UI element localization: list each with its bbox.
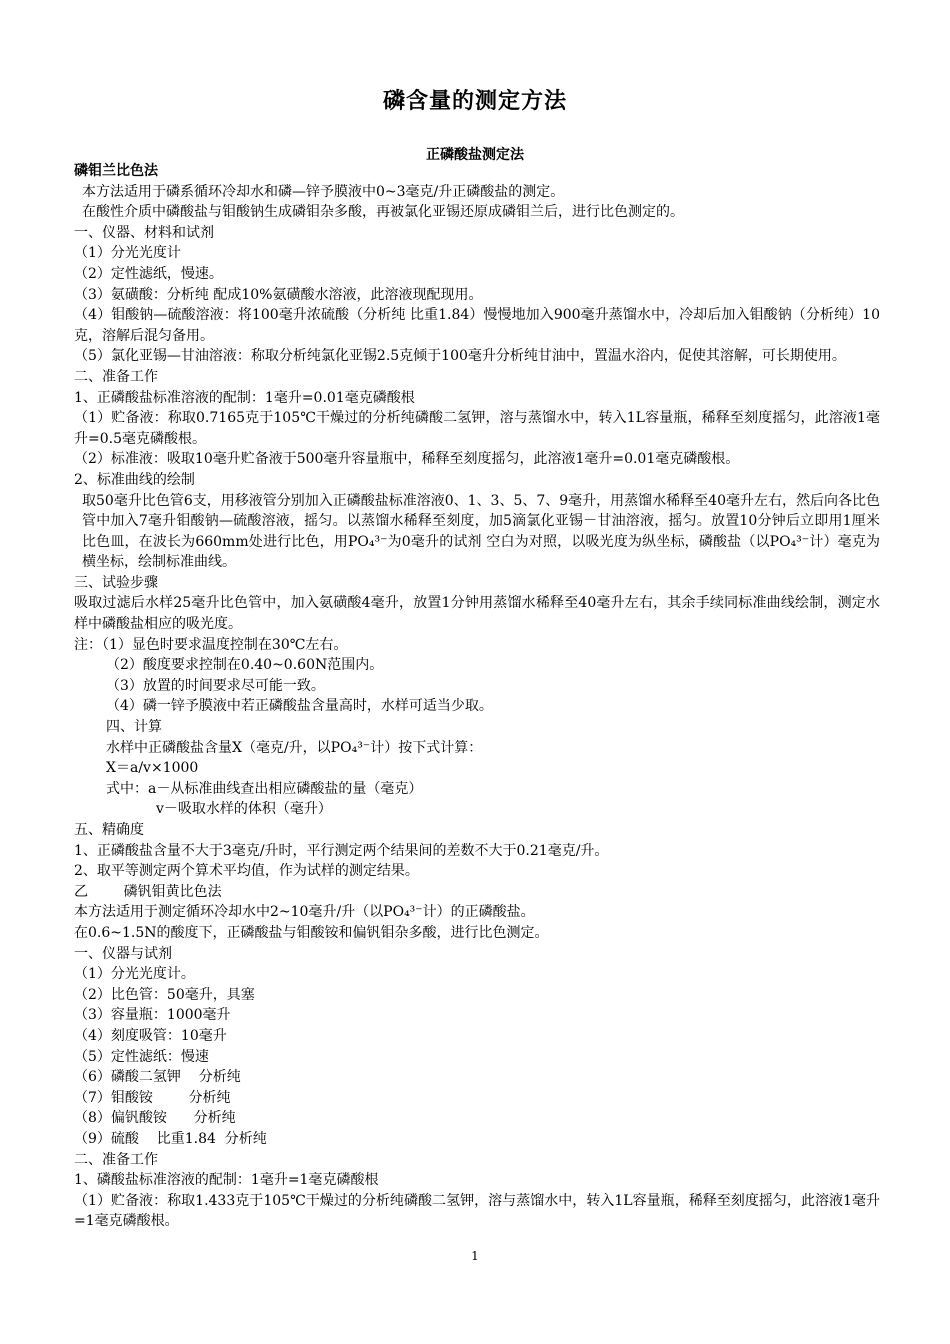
list-item: （2）比色管：50毫升，具塞 (74, 986, 255, 1003)
section-heading: 五、精确度 (74, 822, 144, 838)
list-item: （3）氨磺酸：分析纯 配成10%氨磺酸水溶液，此溶液现配现用。 (74, 286, 483, 303)
note-item: （2）酸度要求控制在0.40~0.60N范围内。 (106, 657, 384, 674)
list-item: （1）贮备液：称取1.433克于105℃干燥过的分析纯磷酸二氢钾，溶与蒸馏水中，转入1L容量瓶，稀释至刻度摇匀，此溶液1毫升=1毫克磷酸根。 (74, 1192, 880, 1230)
list-item: 2、取平等测定两个算术平均值，作为试样的测定结果。 (74, 863, 419, 880)
subsection-heading: 2、标准曲线的绘制 (74, 471, 195, 488)
section-heading: 四、计算 (106, 719, 162, 736)
formula: X＝a/v×1000 (106, 760, 199, 777)
subsection-heading: 1、磷酸盐标准溶液的配制：1毫升=1毫克磷酸根 (74, 1172, 379, 1189)
list-item: （4）钼酸钠—硫酸溶液：将100毫升浓硫酸（分析纯 比重1.84）慢慢地加入900毫升蒸馏水中，冷却后加入钼酸钠（分析纯）10克，溶解后混匀备用。 (74, 307, 880, 344)
paragraph: 取50毫升比色管6支，用移液管分别加入正磷酸盐标准溶液0、1、3、5、7、9毫升，用蒸馏水稀释至40毫升左右，然后向各比色管中加入7毫升钼酸钠—硫酸溶液，摇匀。以蒸馏水稀释至刻度，加5滴氯化亚锡－甘油溶液，摇匀。放置10分钟后立即用1厘米比色皿，在波长为660mm处进行比色，用PO₄³⁻为0毫升的试剂 空白为对照，以吸光度为纵坐标，磷酸盐（以PO₄³⁻计）毫克为横坐标，绘制标准曲线。 (82, 492, 880, 571)
method-heading: 磷钼兰比色法 (74, 163, 158, 179)
note-item: （4）磷一锌予膜液中若正磷酸盐含量高时，水样可适当少取。 (106, 698, 493, 715)
list-item: （1）分光光度计。 (74, 966, 195, 983)
section-subtitle: 正磷酸盐测定法 (426, 147, 524, 163)
list-item: （1）贮备液：称取0.7165克于105℃干燥过的分析纯磷酸二氢钾，溶与蒸馏水中，转入1L容量瓶，稀释至刻度摇匀，此溶液1毫升=0.5毫克磷酸根。 (74, 410, 880, 447)
section-heading: 二、准备工作 (74, 368, 158, 385)
list-item: （6）磷酸二氢钾 分析纯 (74, 1069, 241, 1086)
formula-legend: v－吸取水样的体积（毫升） (156, 801, 332, 818)
paragraph: 本方法适用于磷系循环冷却水和磷—锌予膜液中0~3毫克/升正磷酸盐的测定。 (82, 183, 565, 200)
paragraph: 在酸性介质中磷酸盐与钼酸钠生成磷钼杂多酸，再被氯化亚锡还原成磷钼兰后，进行比色测定的。 (82, 204, 684, 221)
formula-legend: 式中：a－从标准曲线查出相应磷酸盐的量（毫克） (106, 780, 423, 797)
section-heading: 三、试验步骤 (74, 574, 158, 591)
list-item: （3）容量瓶：1000毫升 (74, 1007, 231, 1024)
note-item: （3）放置的时间要求尽可能一致。 (106, 677, 325, 694)
page-number: 1 (471, 1249, 479, 1263)
list-item: （5）氯化亚锡—甘油溶液：称取分析纯氯化亚锡2.5克倾于100毫升分析纯甘油中，置温水浴内，促使其溶解，可长期使用。 (74, 348, 846, 365)
paragraph: 在0.6~1.5N的酸度下，正磷酸盐与钼酸铵和偏钒钼杂多酸，进行比色测定。 (74, 924, 549, 941)
list-item: （5）定性滤纸：慢速 (74, 1048, 209, 1065)
section-heading: 一、仪器与试剂 (74, 945, 172, 962)
list-item: 1、正磷酸盐含量不大于3毫克/升时，平行测定两个结果间的差数不大于0.21毫克/升。 (74, 842, 609, 859)
list-item: （2）标准液：吸取10毫升贮备液于500毫升容量瓶中，稀释至刻度摇匀，此溶液1毫升=0.01毫克磷酸根。 (74, 451, 740, 468)
paragraph: 水样中正磷酸盐含量X（毫克/升，以PO₄³⁻计）按下式计算： (106, 739, 483, 756)
document-title: 磷含量的测定方法 (382, 89, 567, 114)
method-heading: 乙 磷钒钼黄比色法 (74, 883, 222, 900)
list-item: （4）刻度吸管：10毫升 (74, 1027, 227, 1044)
list-item: （9）硫酸 比重1.84 分析纯 (74, 1130, 267, 1147)
document-body (74, 161, 880, 1232)
paragraph: 本方法适用于测定循环冷却水中2~10毫升/升（以PO₄³⁻计）的正磷酸盐。 (74, 904, 535, 921)
section-heading: 一、仪器、材料和试剂 (74, 224, 214, 241)
list-item: （7）钼酸铵 分析纯 (74, 1089, 231, 1106)
paragraph: 吸取过滤后水样25毫升比色管中，加入氨磺酸4毫升，放置1分钟用蒸馏水稀释至40毫升左右，其余手续同标准曲线绘制，测定水样中磷酸盐相应的吸光度。 (74, 595, 880, 633)
note-item: 注：（1）显色时要求温度控制在30℃左右。 (74, 636, 348, 653)
list-item: （2）定性滤纸，慢速。 (74, 265, 223, 282)
list-item: （8）偏钒酸铵 分析纯 (74, 1110, 236, 1127)
subsection-heading: 1、正磷酸盐标准溶液的配制：1毫升=0.01毫克磷酸根 (74, 389, 415, 406)
list-item: （1）分光光度计 (74, 245, 181, 262)
section-heading: 二、准备工作 (74, 1151, 158, 1168)
